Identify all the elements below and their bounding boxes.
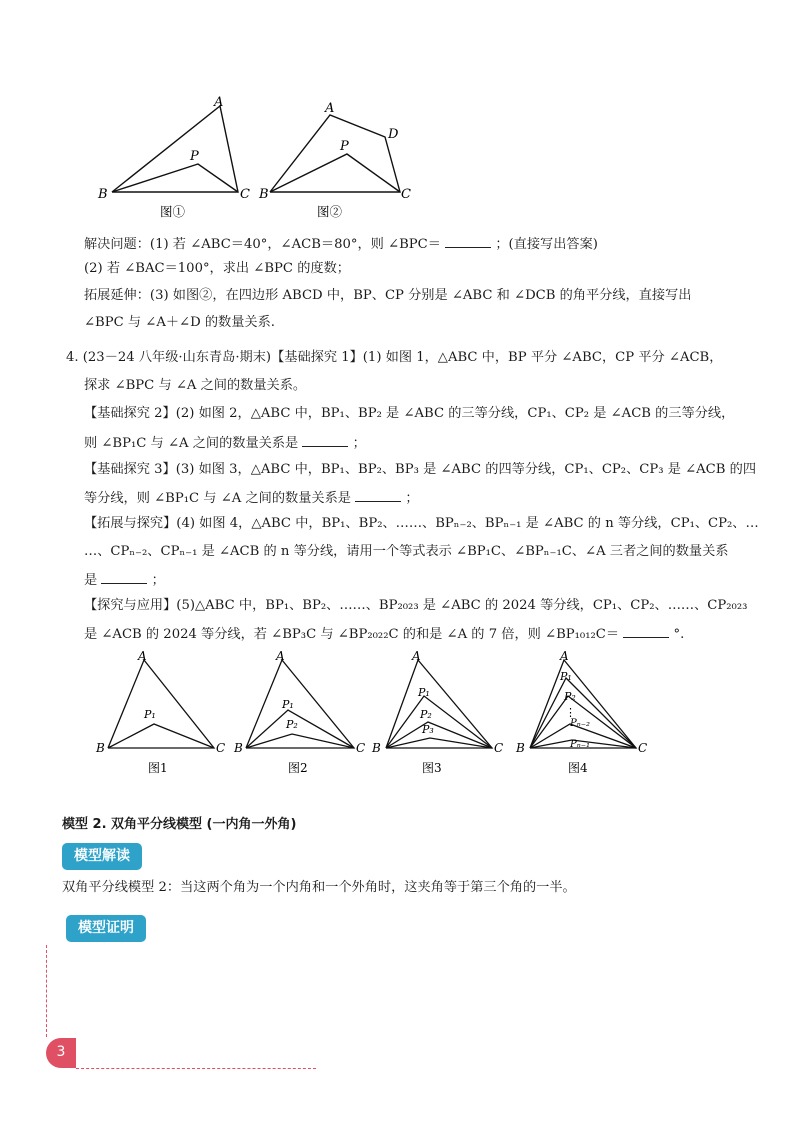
q3-line3: 拓展延伸：(3) 如图②，在四边形 ABCD 中，BP、CP 分别是 ∠ABC 和 ∠DCB 的角平分线，直接写出 <box>84 288 692 303</box>
label-A: A <box>325 101 335 116</box>
label-A: A <box>276 649 285 663</box>
label-C: C <box>216 741 226 755</box>
q4-line4-text: 则 ∠BP₁C 与 ∠A 之间的数量关系是 <box>84 436 299 451</box>
label-A: A <box>412 649 421 663</box>
fig1-label: 图① <box>160 204 186 219</box>
q3-line1-text: 解决问题：(1) 若 ∠ABC＝40°，∠ACB＝80°，则 ∠BPC＝ <box>84 237 441 252</box>
fig-label-4: 图4 <box>568 761 588 775</box>
fig-label-3: 图3 <box>422 761 442 775</box>
label-C: C <box>494 741 504 755</box>
q4-line9 <box>84 569 165 591</box>
label-B: B <box>259 187 269 202</box>
label-C: C <box>240 187 250 202</box>
label-B: B <box>372 741 381 755</box>
answer-blank[interactable] <box>355 487 401 502</box>
page-number: 3 <box>46 1038 76 1068</box>
label-B: B <box>98 187 108 202</box>
label-C: C <box>356 741 366 755</box>
q4-line6-text: 等分线，则 ∠BP₁C 与 ∠A 之间的数量关系是 <box>84 491 351 506</box>
fig2-label: 图② <box>317 204 343 219</box>
label-P: P <box>190 149 199 164</box>
label-C: C <box>638 741 648 755</box>
q3-line4: ∠BPC 与 ∠A＋∠D 的数量关系. <box>84 315 275 330</box>
q4-line11-tail: °. <box>673 627 685 642</box>
label-B: B <box>234 741 243 755</box>
figure-4-1 <box>92 648 242 778</box>
label-P2: P₂ <box>420 708 432 721</box>
label-A: A <box>138 649 147 663</box>
q4-line2: 探求 ∠BPC 与 ∠A 之间的数量关系。 <box>84 378 307 393</box>
label-P1: P₁ <box>282 698 294 711</box>
q4-line11 <box>84 623 684 645</box>
figure-4-4 <box>508 648 658 778</box>
q3-line1-tail: ；(直接写出答案) <box>495 237 598 252</box>
label-B: B <box>96 741 105 755</box>
q4-line11-text: 是 ∠ACB 的 2024 等分线，若 ∠BP₃C 与 ∠BP₂₀₂₂C 的和是 ∠A 的 7 倍，则 ∠BP₁₀₁₂C＝ <box>84 627 620 642</box>
dots-icon: ⋮ <box>565 706 576 719</box>
q4-line6 <box>84 487 419 509</box>
label-A: A <box>560 649 569 663</box>
answer-blank[interactable] <box>302 432 348 447</box>
q4-line6-tail: ； <box>405 491 419 506</box>
label-P1: P₁ <box>560 670 572 683</box>
answer-blank[interactable] <box>101 569 147 584</box>
label-P2: P₂ <box>564 690 576 703</box>
label-P2: P₂ <box>286 718 298 731</box>
model-interpretation-badge: 模型解读 <box>62 843 142 870</box>
fig-label-2: 图2 <box>288 761 308 775</box>
figure-4-2 <box>232 648 382 778</box>
section-title: 模型 2. 双角平分线模型 (一内角一外角) <box>62 817 297 832</box>
q3-line1 <box>84 233 598 255</box>
q3-line2: (2) 若 ∠BAC＝100°，求出 ∠BPC 的度数； <box>84 261 350 276</box>
label-D: D <box>388 127 399 142</box>
label-P1: P₁ <box>144 708 156 721</box>
model-proof-badge: 模型证明 <box>66 915 146 942</box>
q4-line4 <box>84 432 366 454</box>
label-A: A <box>214 95 224 110</box>
label-Pn-2: Pₙ₋₂ <box>570 718 591 729</box>
q4-line7: 【拓展与探究】(4) 如图 4，△ABC 中，BP₁、BP₂、……、BPₙ₋₂、BPₙ₋₁ 是 ∠ABC 的 n 等分线，CP₁、CP₂、… <box>84 516 759 531</box>
q4-line3: 【基础探究 2】(2) 如图 2，△ABC 中，BP₁、BP₂ 是 ∠ABC 的三等分线，CP₁、CP₂ 是 ∠ACB 的三等分线， <box>84 406 735 421</box>
q4-line9-text: 是 <box>84 573 98 588</box>
q4-line10: 【探究与应用】(5)△ABC 中，BP₁、BP₂、……、BP₂₀₂₃ 是 ∠ABC 的 2024 等分线，CP₁、CP₂、……、CP₂₀₂₃ <box>84 598 748 613</box>
label-P: P <box>340 139 349 154</box>
model-description: 双角平分线模型 2：当这两个角为一个内角和一个外角时，这夹角等于第三个角的一半。 <box>62 880 576 895</box>
label-P3: P₃ <box>422 723 434 736</box>
figure-2 <box>255 92 425 222</box>
figure-4-3 <box>370 648 520 778</box>
label-B: B <box>516 741 525 755</box>
q4-line4-tail: ； <box>352 436 366 451</box>
answer-blank[interactable] <box>623 623 669 638</box>
fig-label-1: 图1 <box>148 761 168 775</box>
q4-line1: 4. (23－24 八年级·山东青岛·期末)【基础探究 1】(1) 如图 1，△ABC 中，BP 平分 ∠ABC，CP 平分 ∠ACB， <box>66 350 723 365</box>
label-Pn-1: Pₙ₋₁ <box>570 739 591 750</box>
page-border-bottom <box>76 1068 316 1069</box>
q4-line5: 【基础探究 3】(3) 如图 3，△ABC 中，BP₁、BP₂、BP₃ 是 ∠ABC 的四等分线，CP₁、CP₂、CP₃ 是 ∠ACB 的四 <box>84 462 757 477</box>
answer-blank[interactable] <box>445 233 491 248</box>
q4-line8: …、CPₙ₋₂、CPₙ₋₁ 是 ∠ACB 的 n 等分线，请用一个等式表示 ∠BP₁C、∠BPₙ₋₁C、∠A 三者之间的数量关系 <box>84 544 729 559</box>
figure-1 <box>90 92 260 222</box>
q4-line9-tail: ； <box>151 573 165 588</box>
page-border-left <box>46 945 47 1037</box>
label-C: C <box>401 187 411 202</box>
label-P1: P₁ <box>418 686 430 699</box>
